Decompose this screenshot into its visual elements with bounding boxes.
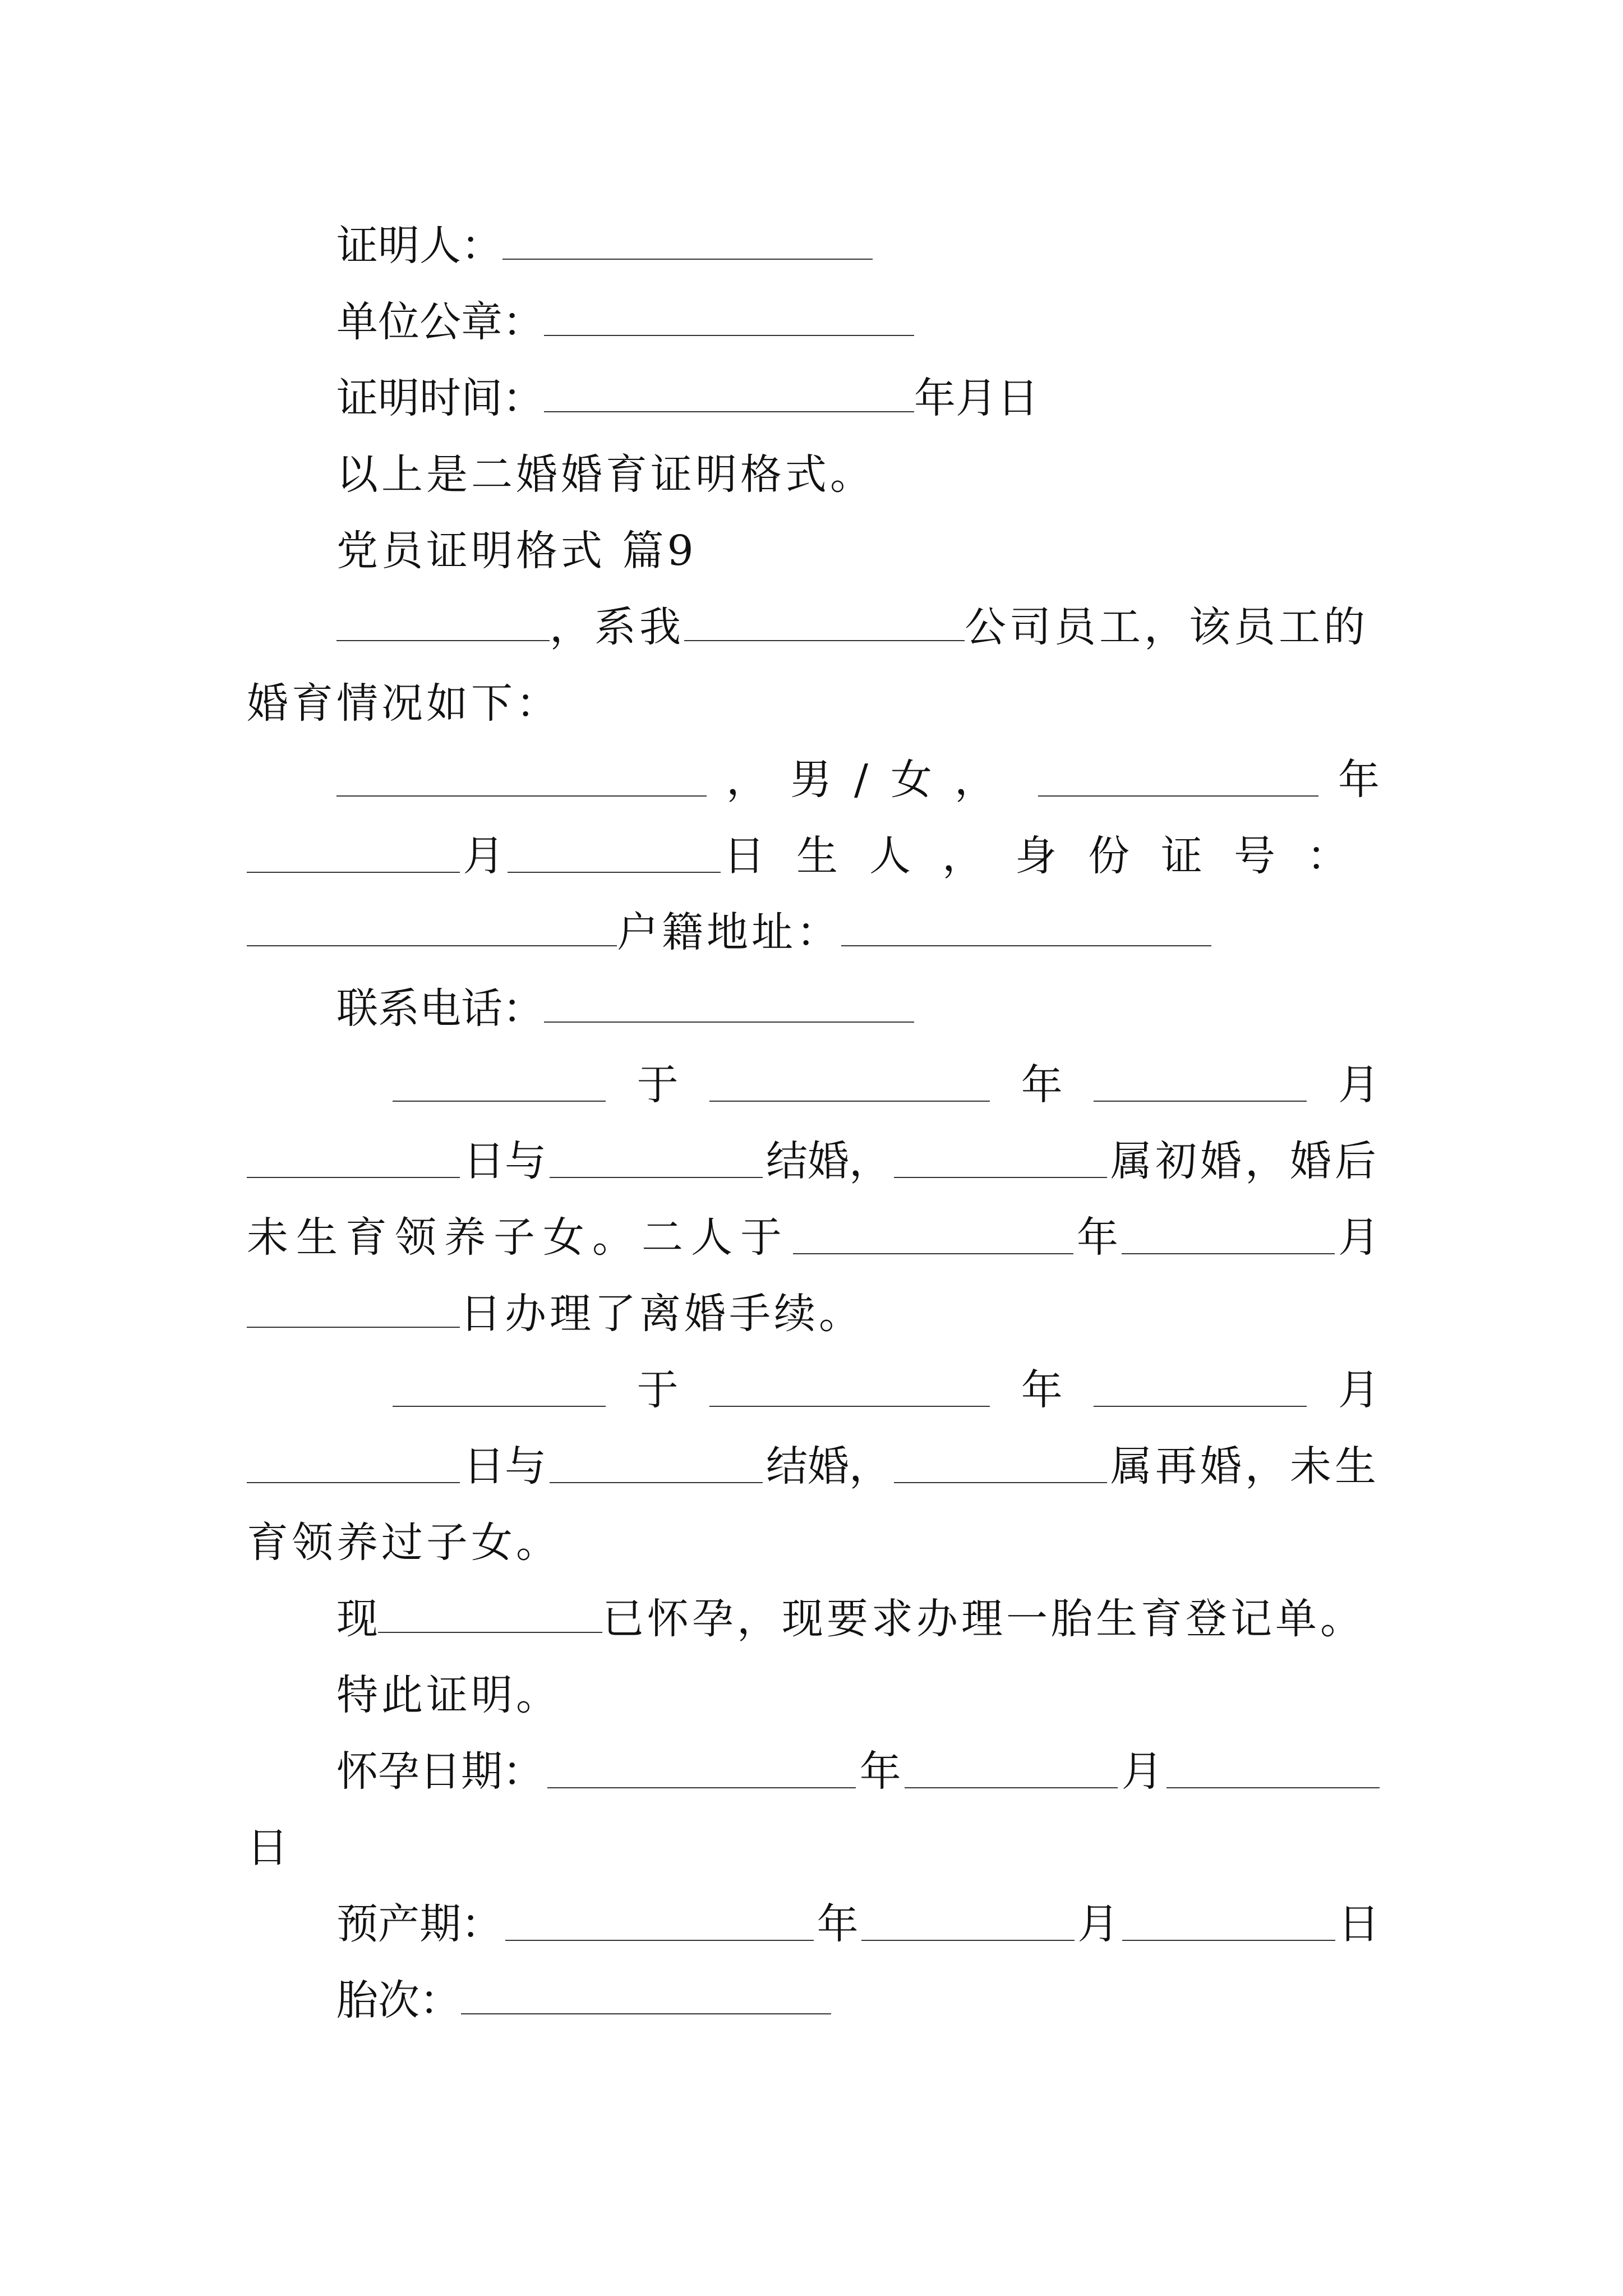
ri-yu-label-1: 日与 xyxy=(463,1137,546,1185)
marriage-month-blank-2 xyxy=(1094,1373,1307,1407)
second-marriage-date-line xyxy=(247,1352,1380,1428)
birth-month-label: 月 xyxy=(463,832,505,880)
marriage-year-label-2: 年 xyxy=(1021,1366,1063,1414)
jiehun-label-2: 结婚， xyxy=(766,1442,891,1490)
marriage-month-blank-1 xyxy=(1094,1068,1307,1102)
witness-line xyxy=(247,208,1380,284)
marital-status-line xyxy=(247,665,1380,742)
first-marriage-text: 属初婚，婚后 xyxy=(1110,1137,1380,1185)
section-title-line xyxy=(247,513,1380,589)
name-blank xyxy=(336,763,707,797)
id-number-blank xyxy=(247,913,617,946)
divorce-month-blank xyxy=(1122,1221,1335,1254)
pregnant-person-blank xyxy=(378,1599,602,1633)
spouse-blank-1 xyxy=(550,1144,763,1178)
marriage-month-label-1: 月 xyxy=(1338,1061,1380,1109)
divorce-month-label: 月 xyxy=(1338,1213,1380,1262)
employee-text-b: 公司员工，该员工的 xyxy=(965,603,1368,651)
due-year-blank xyxy=(505,1907,814,1941)
pregnant-line xyxy=(247,1581,1380,1657)
company-blank xyxy=(684,608,965,641)
employee-text-a: ，系我 xyxy=(550,603,684,651)
due-month-label: 月 xyxy=(1077,1900,1119,1948)
ymd-text: 年月日 xyxy=(914,374,1039,422)
status-blank-2 xyxy=(894,1450,1107,1483)
witness-blank xyxy=(502,226,873,260)
address-label: 户籍地址： xyxy=(617,908,841,956)
marriage-day-blank-1 xyxy=(247,1144,460,1178)
remarriage-text: 属再婚，未生 xyxy=(1110,1442,1380,1490)
spouse-blank-2 xyxy=(550,1450,763,1483)
time-line xyxy=(247,360,1380,436)
due-date-label: 预产期： xyxy=(336,1900,502,1948)
divorce-year-label: 年 xyxy=(1077,1213,1118,1262)
pregnancy-day-line xyxy=(247,1810,1380,1886)
birth-month-blank xyxy=(247,839,460,873)
parity-line xyxy=(247,1962,1380,2039)
employee-name-blank xyxy=(336,608,550,641)
birth-line xyxy=(247,818,1380,894)
pregnancy-year-label: 年 xyxy=(859,1747,901,1796)
divorce-text: 日办理了离婚手续。 xyxy=(460,1290,864,1338)
certify-line xyxy=(247,1657,1380,1733)
marriage-year-label-1: 年 xyxy=(1021,1061,1063,1109)
witness-label: 证明人： xyxy=(336,222,502,270)
marriage-year-blank-2 xyxy=(709,1373,990,1407)
time-label: 证明时间： xyxy=(336,374,544,422)
first-marriage-date-line xyxy=(247,1047,1380,1123)
section-title: 党员证明格式 篇9 xyxy=(336,527,697,575)
first-marriage-line xyxy=(247,1123,1380,1199)
marriage-month-label-2: 月 xyxy=(1338,1366,1380,1414)
parity-label: 胎次： xyxy=(336,1976,461,2024)
xian-label: 现 xyxy=(336,1595,378,1643)
employee-line xyxy=(247,589,1380,665)
pregnancy-date-line xyxy=(247,1733,1380,1810)
pregnancy-year-blank xyxy=(547,1755,856,1788)
jiehun-label-1: 结婚， xyxy=(766,1137,891,1185)
marital-status-text: 婚育情况如下： xyxy=(247,679,561,728)
birth-year-blank xyxy=(1038,763,1318,797)
summary-line xyxy=(247,436,1380,513)
parity-blank xyxy=(461,1981,831,2014)
marriage-day-blank-2 xyxy=(247,1450,460,1483)
due-day-blank xyxy=(1122,1907,1335,1941)
pregnant-text: 已怀孕，现要求办理一胎生育登记单。 xyxy=(602,1595,1365,1643)
pregnancy-day-blank xyxy=(1166,1755,1380,1788)
pregnancy-day-label: 日 xyxy=(247,1824,288,1872)
gender-line xyxy=(247,742,1380,818)
certify-text: 特此证明。 xyxy=(336,1671,561,1719)
address-blank xyxy=(841,913,1211,946)
status-blank-1 xyxy=(894,1144,1107,1178)
due-month-blank xyxy=(861,1907,1075,1941)
yu-label-1: 于 xyxy=(637,1061,679,1109)
birth-year-label: 年 xyxy=(1338,756,1380,804)
due-year-label: 年 xyxy=(817,1900,859,1948)
time-blank xyxy=(544,379,914,412)
no-child-text-a: 未生育领养子女。二人于 xyxy=(247,1213,790,1262)
no-child-line xyxy=(247,1504,1380,1581)
seal-label: 单位公章： xyxy=(336,298,544,346)
pregnancy-date-label: 怀孕日期： xyxy=(336,1747,544,1796)
due-day-label: 日 xyxy=(1338,1900,1380,1948)
id-address-line xyxy=(247,894,1380,970)
divorce-day-blank xyxy=(247,1294,460,1328)
divorce-date-line xyxy=(247,1199,1380,1276)
second-marriage-line xyxy=(247,1428,1380,1504)
phone-line xyxy=(247,970,1380,1047)
birth-day-blank xyxy=(508,839,721,873)
pregnancy-month-label: 月 xyxy=(1121,1747,1163,1796)
divorce-year-blank xyxy=(793,1221,1073,1254)
summary-text: 以上是二婚婚育证明格式。 xyxy=(336,450,875,499)
phone-blank xyxy=(544,989,914,1023)
marriage-year-blank-1 xyxy=(709,1068,990,1102)
gender-text: ，男/女， xyxy=(726,756,1018,804)
no-child-text-b: 育领养过子女。 xyxy=(247,1519,561,1567)
due-date-line xyxy=(247,1886,1380,1962)
pregnancy-month-blank xyxy=(905,1755,1118,1788)
person-blank-1 xyxy=(393,1068,606,1102)
yu-label-2: 于 xyxy=(637,1366,679,1414)
seal-blank xyxy=(544,302,914,336)
seal-line xyxy=(247,284,1380,360)
ri-yu-label-2: 日与 xyxy=(463,1442,546,1490)
person-blank-2 xyxy=(393,1373,606,1407)
born-text: 日生人，身份证号： xyxy=(723,832,1380,880)
phone-label: 联系电话： xyxy=(336,984,544,1033)
divorce-line xyxy=(247,1276,1380,1352)
